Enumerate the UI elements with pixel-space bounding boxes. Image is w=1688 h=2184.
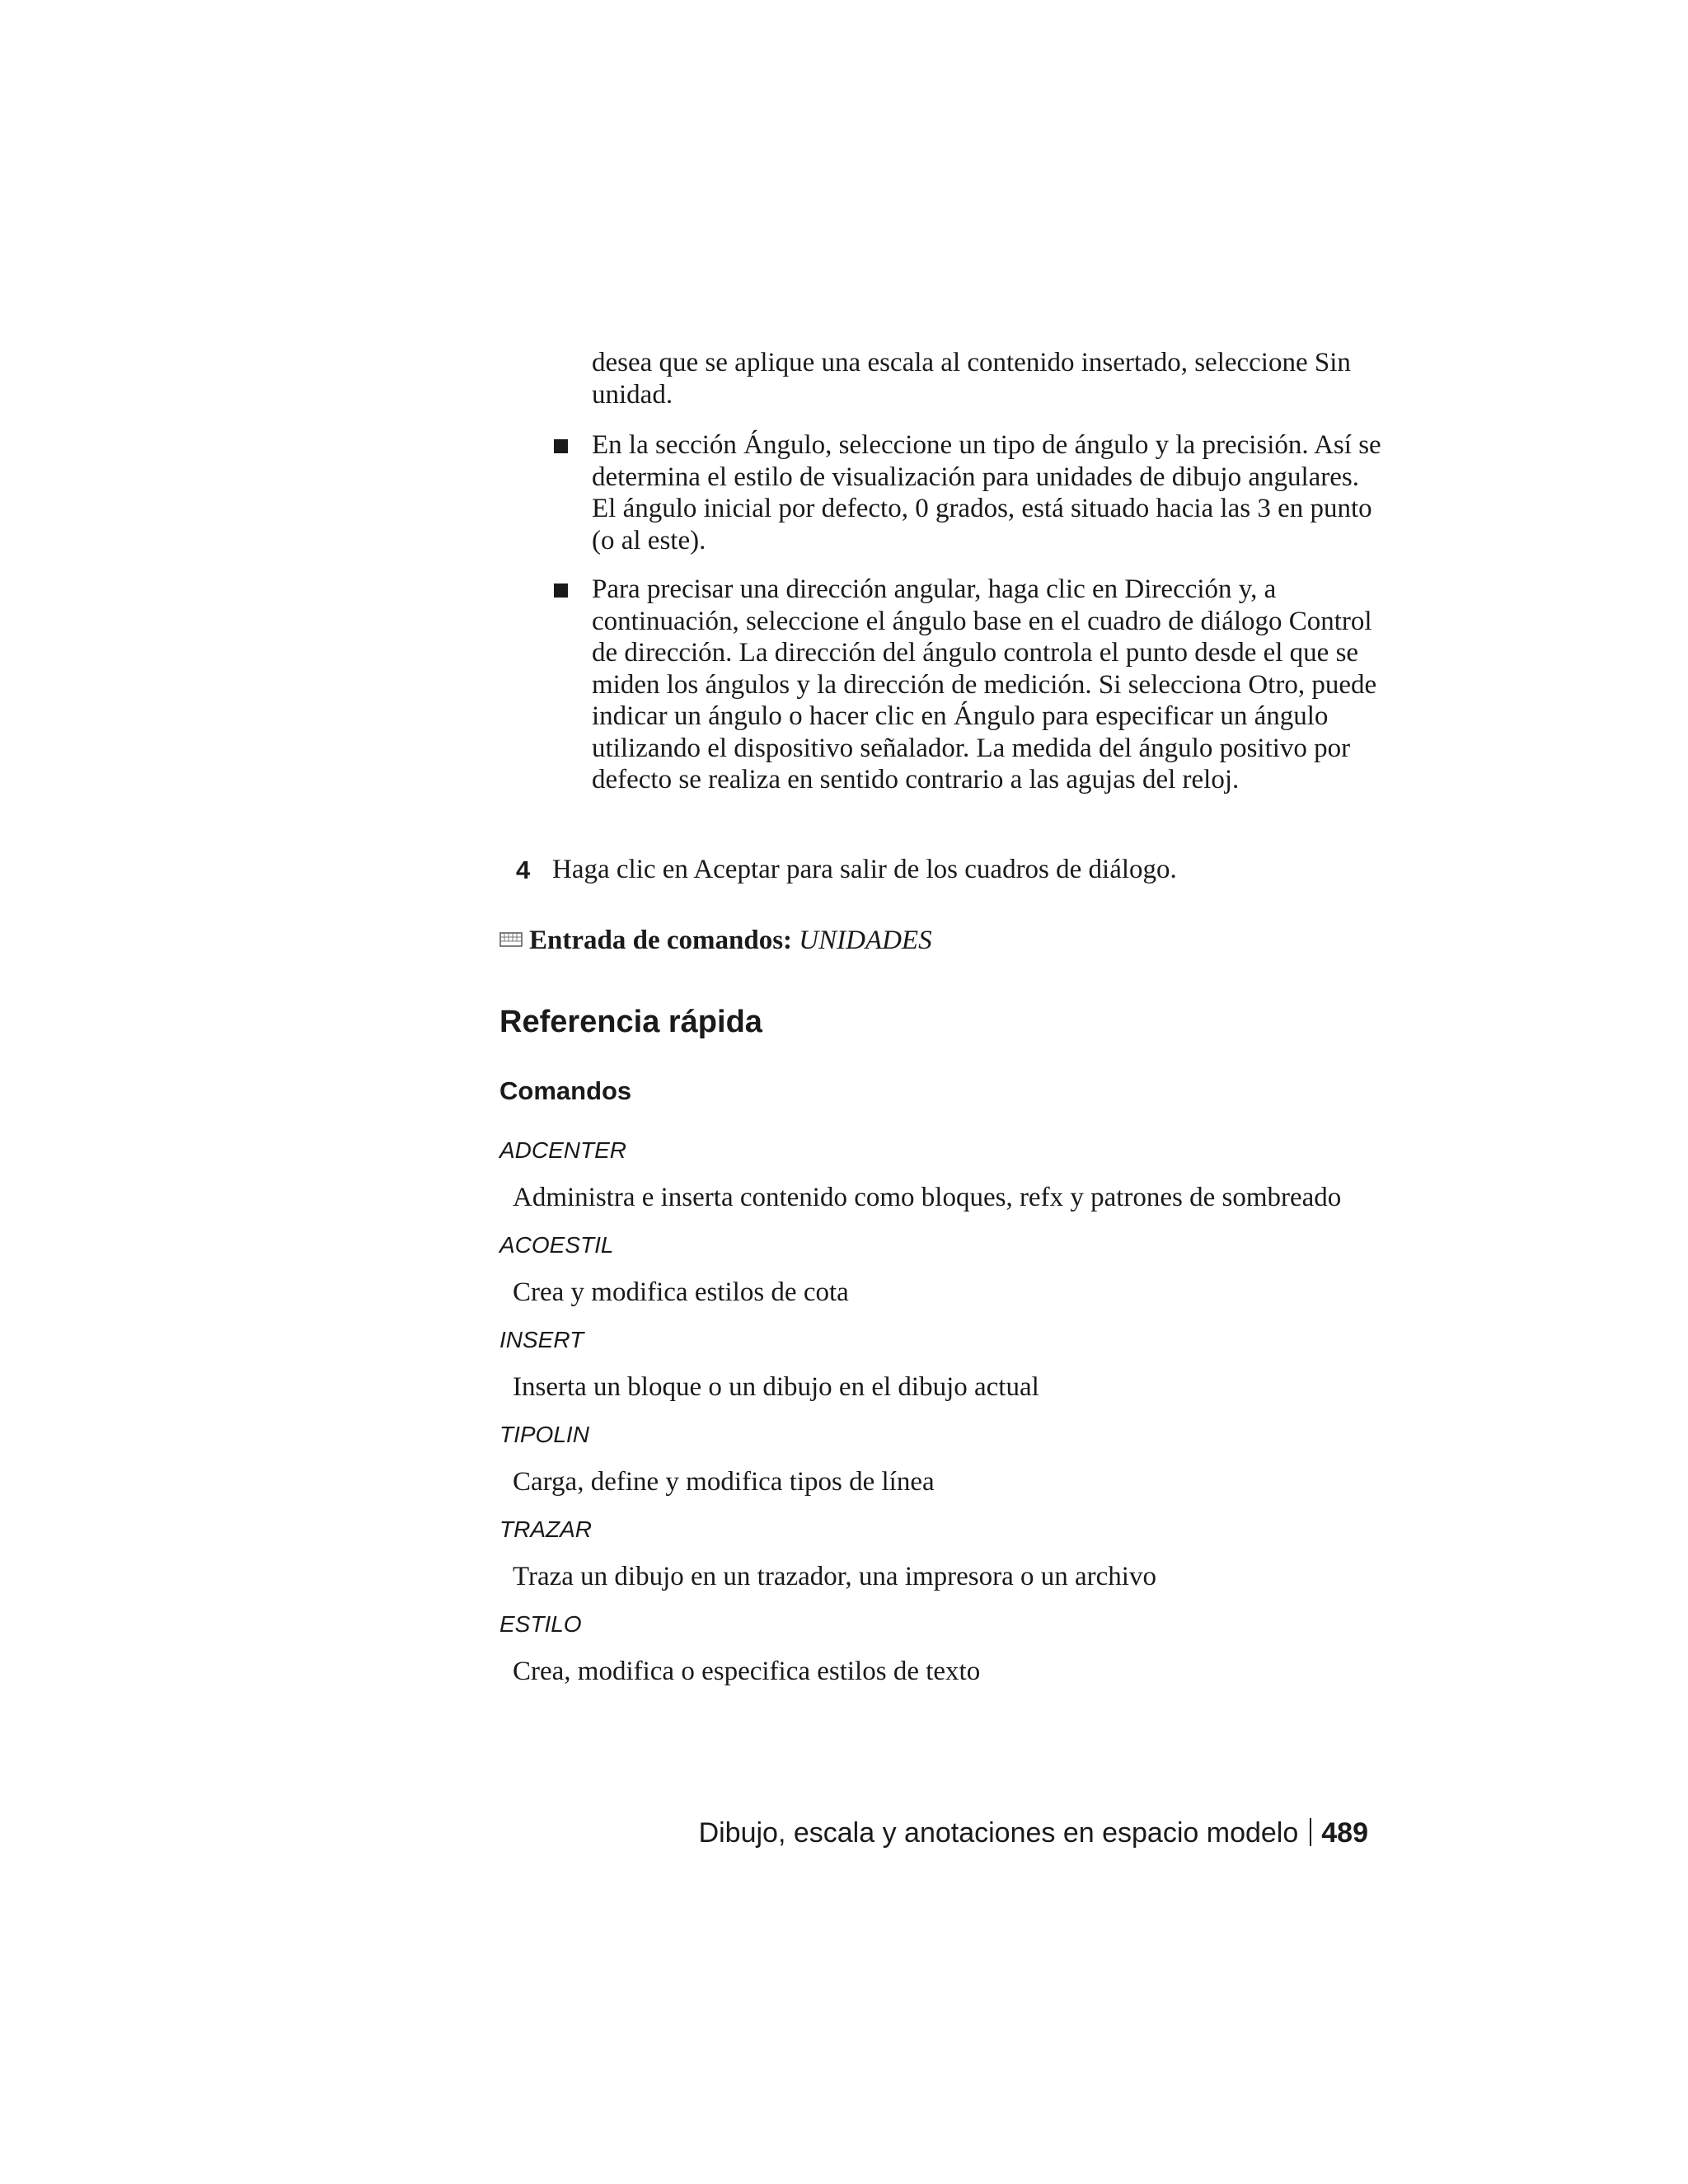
command-name: ADCENTER [499, 1137, 627, 1163]
page-number: 489 [1321, 1817, 1368, 1849]
footer-chapter-title: Dibujo, escala y anotaciones en espacio modelo [698, 1817, 1299, 1849]
command-name: ACOESTIL [499, 1232, 614, 1258]
command-entry-label: Entrada de comandos: [529, 926, 793, 955]
command-description: Administra e inserta contenido como bloques, refx y patrones de sombreado [513, 1183, 1342, 1212]
intro-continuation-paragraph: desea que se aplique una escala al contenido insertado, seleccione Sin unidad. [592, 348, 1351, 410]
step-text: Haga clic en Aceptar para salir de los cuadros de diálogo. [552, 855, 1177, 884]
command-entry-line [499, 925, 932, 956]
bullet-marker [554, 439, 568, 453]
command-name: ESTILO [499, 1611, 582, 1637]
section-title: Referencia rápida [499, 1005, 762, 1039]
step-number: 4 [516, 855, 531, 884]
bullet-item-angle-direction: Para precisar una dirección angular, haga clic en Dirección y, a continuación, seleccione el ángulo base en el cuadro de diálogo Control de dirección. La dirección del ángulo controla el punto desde el que se miden los ángulos y la dirección de medición. Si selecciona Otro, puede indicar un ángulo o hacer clic en Ángulo para especificar un ángulo utilizando el dispositivo señalador. La medida del ángulo positivo por defecto se realiza en sentido contrario a las agujas del reloj. [592, 574, 1377, 794]
command-description: Crea, modifica o especifica estilos de texto [513, 1657, 981, 1686]
command-description: Crea y modifica estilos de cota [513, 1277, 849, 1307]
footer-divider [1310, 1818, 1311, 1846]
command-entry-value: UNIDADES [799, 926, 932, 955]
command-description: Traza un dibujo en un trazador, una impresora o un archivo [513, 1562, 1156, 1591]
page-footer [699, 1816, 1368, 1849]
command-name: TIPOLIN [499, 1422, 589, 1447]
keyboard-icon [499, 924, 523, 955]
bullet-item-angle-section: En la sección Ángulo, seleccione un tipo de ángulo y la precisión. Así se determina el estilo de visualización para unidades de dibujo angulares. El ángulo inicial por defecto, 0 grados, está situado hacia las 3 en punto (o al este). [592, 430, 1381, 555]
command-description: Carga, define y modifica tipos de línea [513, 1467, 935, 1497]
command-name: TRAZAR [499, 1516, 592, 1542]
command-description: Inserta un bloque o un dibujo en el dibujo actual [513, 1372, 1039, 1402]
subsection-title: Comandos [499, 1076, 632, 1105]
command-name: INSERT [499, 1327, 584, 1352]
bullet-marker [554, 583, 568, 598]
